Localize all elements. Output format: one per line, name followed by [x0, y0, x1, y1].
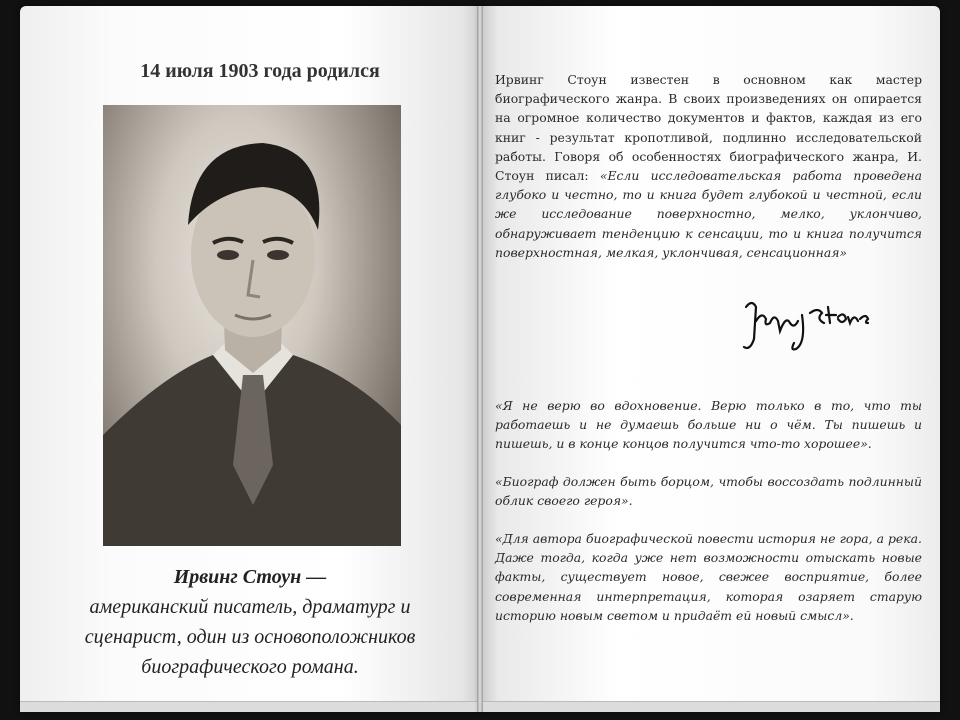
right-page-edge: [480, 701, 940, 712]
quote-2: «Биограф должен быть борцом, чтобы воссоздать подлинный облик своего героя».: [495, 474, 922, 509]
portrait-photo: [103, 105, 401, 546]
intro-paragraph: [495, 70, 922, 262]
intro-text: Ирвинг Стоун известен в основном как мастер биографического жанра. В своих произведениях он опирается на огромное количество документов и фактов, каждая из его книг - результат кропотливой, подлинно исследовательской работы. Говоря об особенностях биографического жанра, И. Стоун писал:: [495, 72, 922, 184]
caption-line: сценарист, один из основоположников: [84, 626, 416, 648]
left-page-edge: [20, 701, 480, 712]
quote-3: «Для автора биографической повести история не гора, а река. Даже тогда, когда уже нет возможности отыскать новые факты, существует новое, свежее восприятие, более современная интерпретация, которая озаряет старую историю новым светом и придаёт ей новый смысл».: [495, 531, 922, 623]
photo-caption: [30, 562, 470, 682]
quote-1: «Я не верю во вдохновение. Верю только в то, что ты работаешь и не думаешь больше ни о чём. Ты пишешь и пишешь, и в конце концов получится что-то хорошее».: [495, 398, 922, 452]
page-title: 14 июля 1903 года родился: [140, 60, 380, 82]
book-spine: [477, 6, 483, 712]
caption-name: Ирвинг Стоун —: [173, 566, 327, 588]
caption-line: американский писатель, драматург и: [89, 596, 411, 618]
intro-quote: «Если исследовательская работа проведена глубоко и честно, то и книга будет глубокой и честной, если же исследование поверхностно, мелко, уклончиво, обнаруживает тенденцию к сенсации, то и книга получится поверхностная, мелкая, уклончивая, сенсационная»: [495, 168, 922, 260]
portrait-illustration: [103, 105, 401, 546]
signature-image: [740, 293, 870, 359]
caption-line: биографического романа.: [141, 656, 359, 678]
